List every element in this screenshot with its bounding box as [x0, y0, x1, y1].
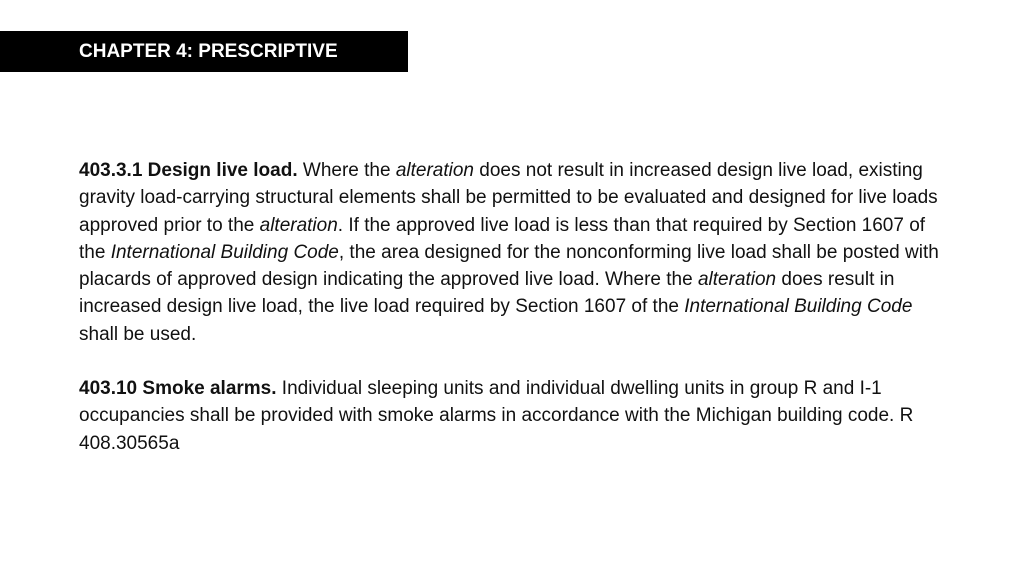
text-segment: , the area designed for the nonconforming live load shall be posted with placards of approved design indicating the approved live load. Where the	[79, 241, 939, 291]
text-segment: . If the approved live load is less than that required by Section 1607 of the	[79, 214, 926, 263]
text-segment: does result in increased design live load, the live load required by Section 1607 of the	[79, 269, 895, 318]
text-segment: shall be used.	[79, 323, 197, 345]
text-segment: Where the	[297, 160, 396, 181]
italic-term: alteration	[697, 269, 777, 291]
italic-term: alteration	[395, 160, 474, 181]
section-heading: 403.3.1 Design live load.	[79, 160, 298, 181]
chapter-title: CHAPTER 4: PRESCRIPTIVE	[79, 40, 338, 62]
italic-term: alteration	[259, 214, 338, 236]
text-segment: Individual sleeping units and individual dwelling units in group R and I-1 occupancies shall be provided with smoke alarms in accordance with the Michigan building code. R 408.30565a	[79, 378, 914, 454]
section-smoke-alarms	[79, 375, 949, 457]
italic-term: International Building Code	[110, 241, 339, 263]
italic-term: International Building Code	[684, 296, 913, 318]
document-body	[79, 157, 949, 457]
text-segment: does not result in increased design live load, existing gravity load-carrying structural elements shall be permitted to be evaluated and designed for live loads approved prior to the	[79, 160, 938, 236]
section-design-live-load	[79, 157, 949, 348]
chapter-banner	[0, 31, 408, 72]
section-heading: 403.10 Smoke alarms.	[79, 378, 277, 400]
